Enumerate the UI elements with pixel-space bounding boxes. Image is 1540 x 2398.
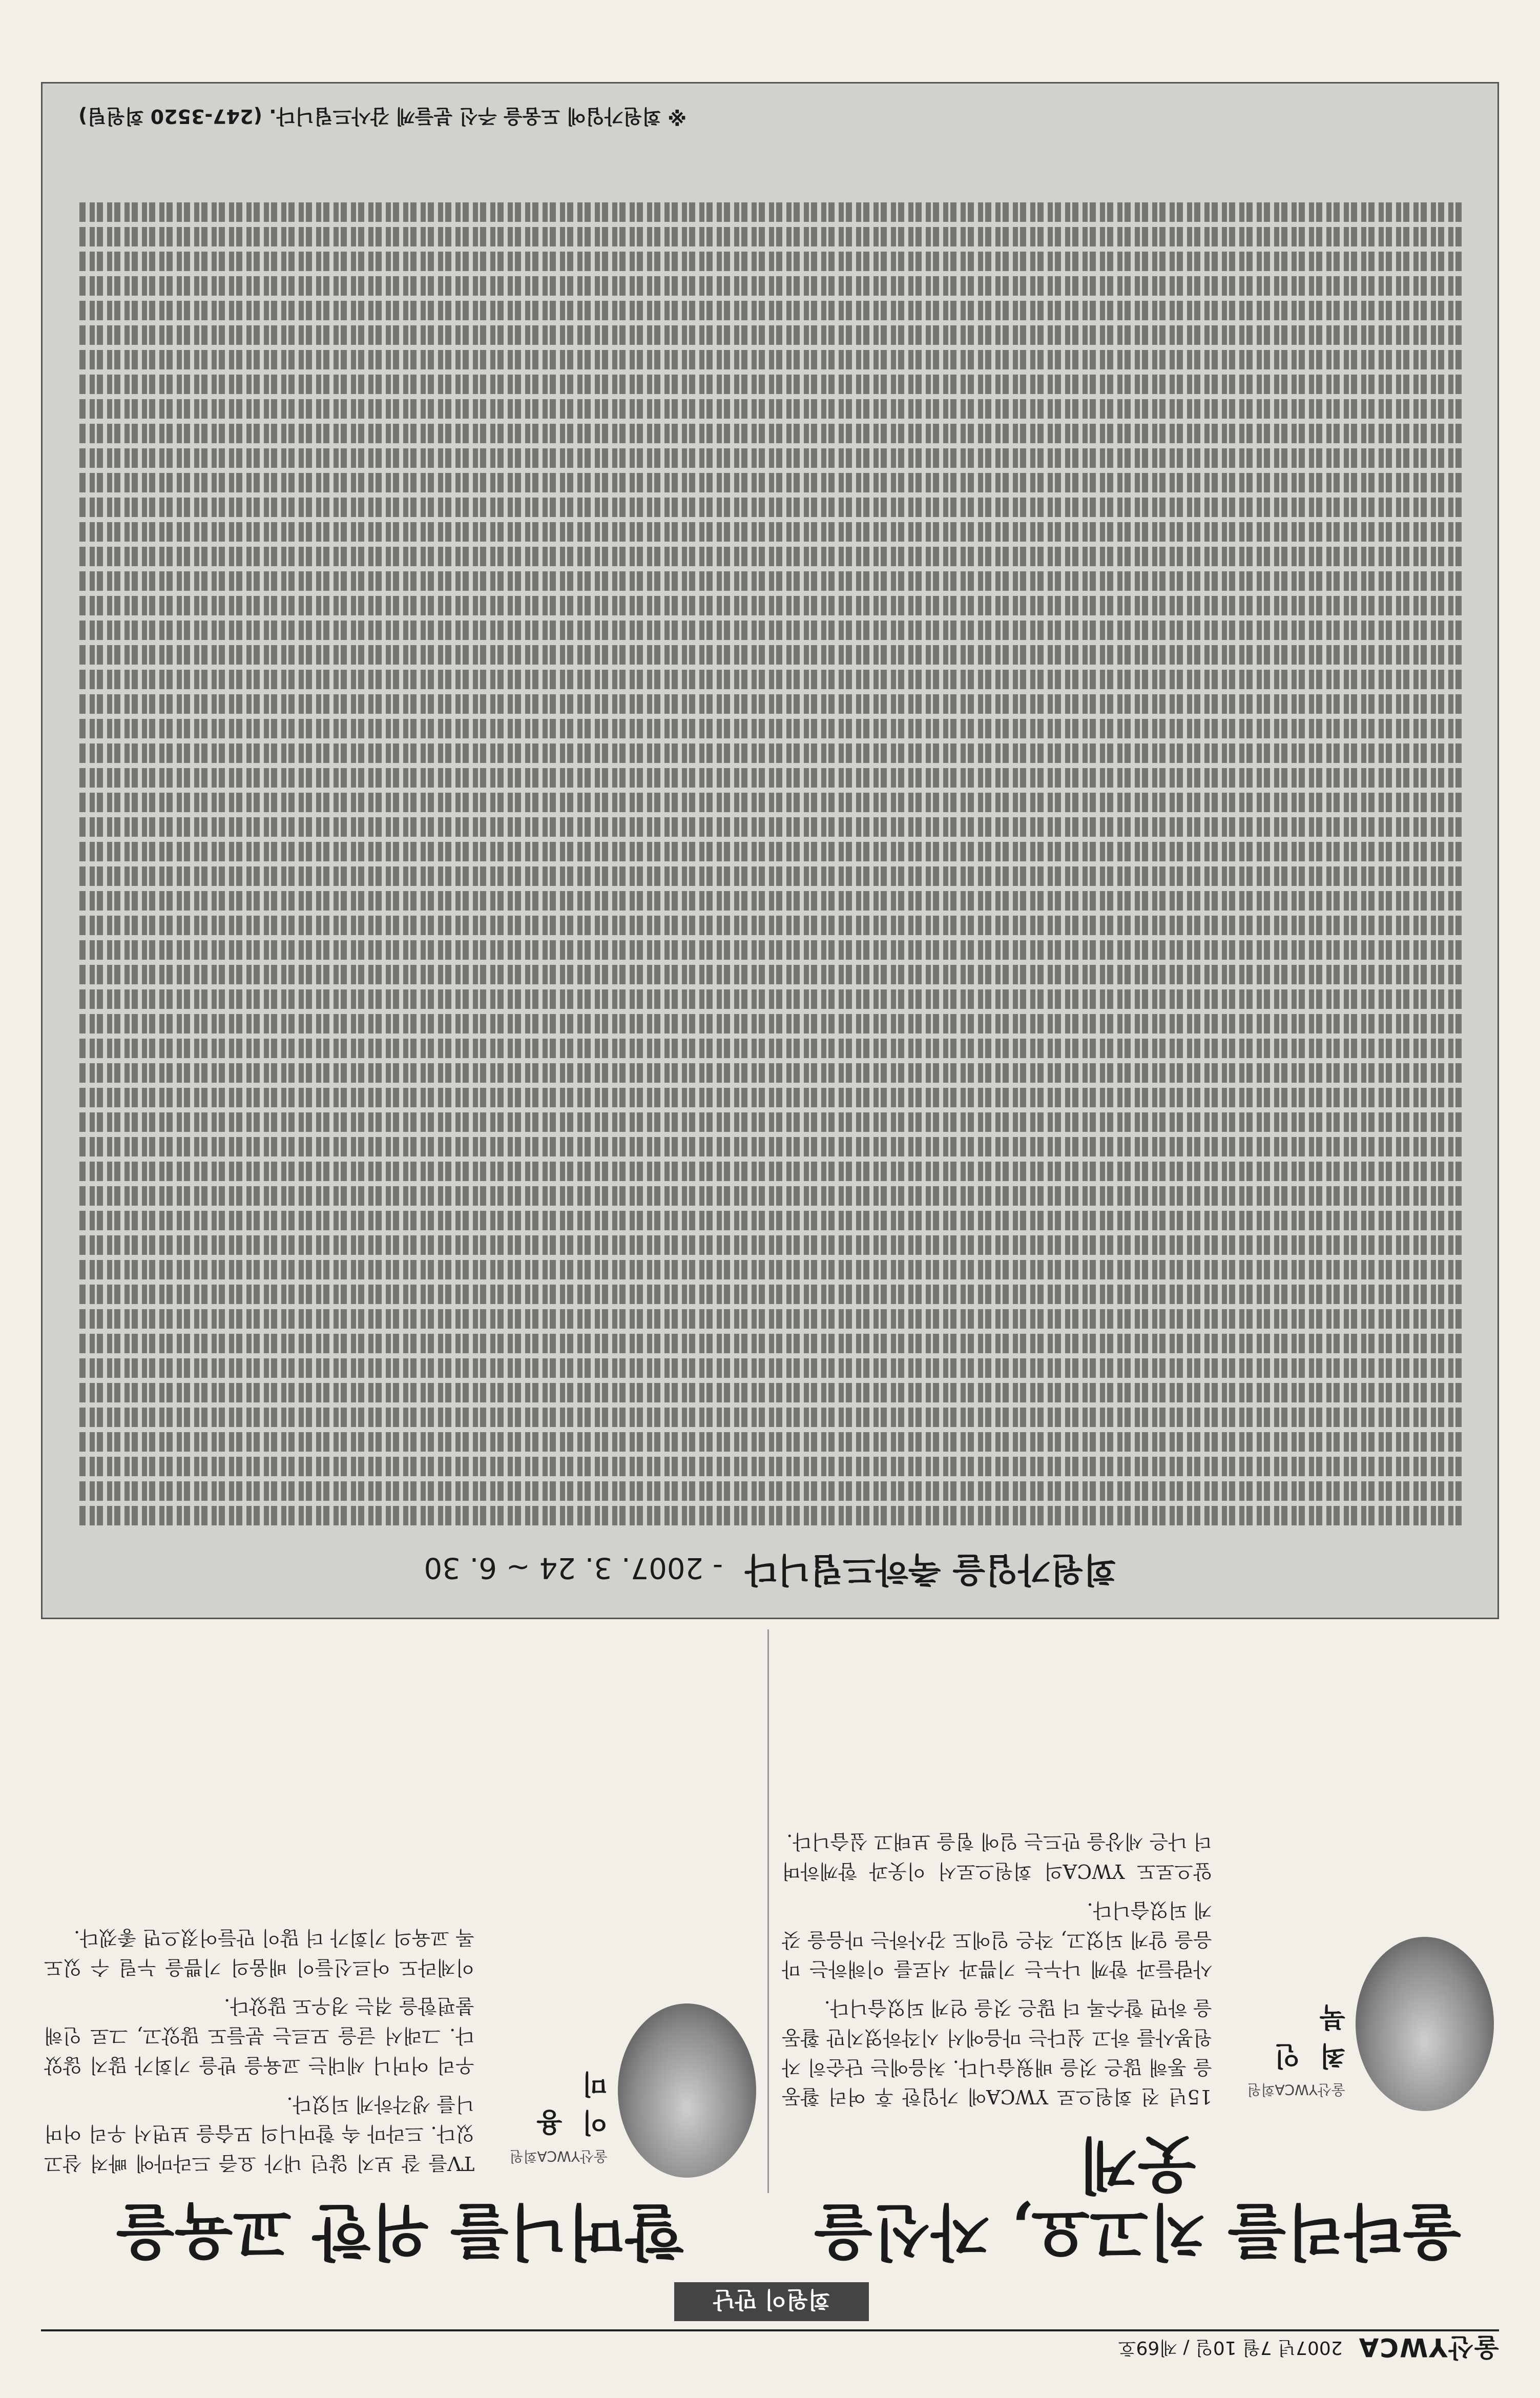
notice-period: - 2007. 3. 24 ~ 6. 30 xyxy=(424,1551,723,1584)
member-names-line xyxy=(78,891,1462,911)
member-names-line xyxy=(78,448,1462,468)
new-members-notice xyxy=(41,82,1499,1619)
article-right xyxy=(44,1624,756,2265)
member-names-line xyxy=(78,1408,1462,1427)
paragraph: 이제라도 어르신들이 배움의 기쁨을 누릴 수 있도록 교육의 기회가 더 많이 만들어졌으면 좋겠다. xyxy=(44,1926,474,1979)
paragraph: 15년 전 회원으로 YWCA에 가입한 후 여러 활동을 통해 많은 것을 배웠습니다. 처음에는 단순히 자원봉사를 하고 싶다는 마음에서 시작하였지만 활동을 하면 할수록 더 많은 것을 얻게 되었습니다. xyxy=(782,1997,1212,2108)
member-names-line xyxy=(78,1358,1462,1378)
member-names-line xyxy=(78,940,1462,960)
section-tag: 회원이 만난 xyxy=(674,2282,869,2321)
author-photo xyxy=(618,2003,756,2178)
member-names-line xyxy=(78,1432,1462,1452)
member-names-line xyxy=(78,1162,1462,1181)
article-headline: 울타리를 치고요, 자신을 웃게 xyxy=(814,2130,1462,2267)
paper-title: 울산YWCA xyxy=(1358,2332,1499,2362)
member-names-line xyxy=(78,399,1462,419)
member-names-line xyxy=(78,325,1462,345)
member-names-line xyxy=(78,571,1462,591)
author-role: 울산YWCA회원 xyxy=(1247,2081,1345,2099)
notice-title xyxy=(43,1548,1497,1597)
member-names-line xyxy=(78,817,1462,837)
member-names-line xyxy=(78,350,1462,369)
article-body xyxy=(44,1913,474,2178)
member-names-line xyxy=(78,1112,1462,1132)
member-names-line xyxy=(78,645,1462,665)
member-names-line xyxy=(78,1383,1462,1402)
member-names-line xyxy=(78,1039,1462,1058)
author-name: 이 용 미 xyxy=(531,2068,608,2138)
member-names-line xyxy=(78,989,1462,1009)
paragraph: 사람들과 함께 나누는 기쁨과 서로를 이해하는 마음을 알게 되었고, 작은 일에도 감사하는 마음을 갖게 되었습니다. xyxy=(782,1898,1212,1981)
member-names-line xyxy=(78,793,1462,812)
notice-heading: 회원가입을 축하드립니다 xyxy=(745,1550,1116,1589)
member-names-line xyxy=(78,522,1462,542)
member-names-line xyxy=(78,1137,1462,1156)
member-names-line xyxy=(78,842,1462,861)
member-names-line xyxy=(78,1285,1462,1304)
member-names-line xyxy=(78,1014,1462,1033)
notice-footer: ※ 회원가입에 도움을 주신 분들께 감사드립니다. (247-3520 회원팀) xyxy=(78,105,687,128)
member-names-line xyxy=(78,621,1462,640)
member-names-line xyxy=(78,694,1462,714)
member-names-line xyxy=(78,301,1462,320)
member-name-list xyxy=(78,197,1462,1525)
member-names-line xyxy=(78,375,1462,394)
member-names-line xyxy=(78,670,1462,689)
member-names-line xyxy=(78,1506,1462,1525)
author-role: 울산YWCA회원 xyxy=(509,2148,608,2165)
article-body xyxy=(782,1817,1212,2112)
member-names-line xyxy=(78,547,1462,566)
article-headline: 할머니를 위한 교육을 xyxy=(116,2196,684,2267)
member-names-line xyxy=(78,1235,1462,1255)
member-names-line xyxy=(78,202,1462,222)
article-left xyxy=(782,1624,1494,2265)
member-names-line xyxy=(78,1211,1462,1230)
member-names-line xyxy=(78,1063,1462,1083)
member-names-line xyxy=(78,965,1462,984)
member-names-line xyxy=(78,1088,1462,1107)
member-names-line xyxy=(78,719,1462,738)
member-names-line xyxy=(78,498,1462,517)
member-names-line xyxy=(78,473,1462,492)
member-names-line xyxy=(78,1260,1462,1279)
member-names-line xyxy=(78,1457,1462,1476)
author-photo xyxy=(1356,1937,1494,2111)
member-names-line xyxy=(78,1186,1462,1206)
member-names-line xyxy=(78,1309,1462,1329)
byline xyxy=(782,1817,1494,2112)
author-name: 최 인 북 xyxy=(1269,2001,1345,2071)
member-names-line xyxy=(78,866,1462,886)
member-names-line xyxy=(78,276,1462,296)
byline xyxy=(44,1913,756,2178)
paragraph: TV를 잘 보지 않던 내가 요즘 드라마에 빠져 살고 있다. 드라마 속 할머니의 모습을 보면서 우리 어머니를 생각하게 되었다. xyxy=(44,2093,474,2175)
member-names-line xyxy=(78,596,1462,615)
author-box xyxy=(490,2067,608,2178)
member-names-line xyxy=(78,1481,1462,1501)
member-names-line xyxy=(78,252,1462,271)
author-box xyxy=(1227,2000,1345,2111)
member-names-line xyxy=(78,916,1462,935)
member-names-line xyxy=(78,743,1462,763)
member-names-line xyxy=(78,1334,1462,1353)
column-divider xyxy=(767,1629,769,2193)
paragraph: 앞으로도 YWCA의 회원으로서 이웃과 함께하며 더 나은 세상을 만드는 일에 힘을 보태고 싶습니다. xyxy=(782,1830,1212,1883)
paragraph: 우리 어머니 세대는 교육을 받을 기회가 많지 않았다. 그래서 글을 모르는 분들도 많았고, 그로 인해 불편함을 겪는 경우도 많았다. xyxy=(44,1995,474,2077)
member-names-line xyxy=(78,424,1462,443)
member-names-line xyxy=(78,227,1462,246)
member-names-line xyxy=(78,768,1462,788)
masthead xyxy=(41,2329,1499,2367)
issue-date: 2007년 7월 10일 / 제69호 xyxy=(1118,2337,1343,2359)
